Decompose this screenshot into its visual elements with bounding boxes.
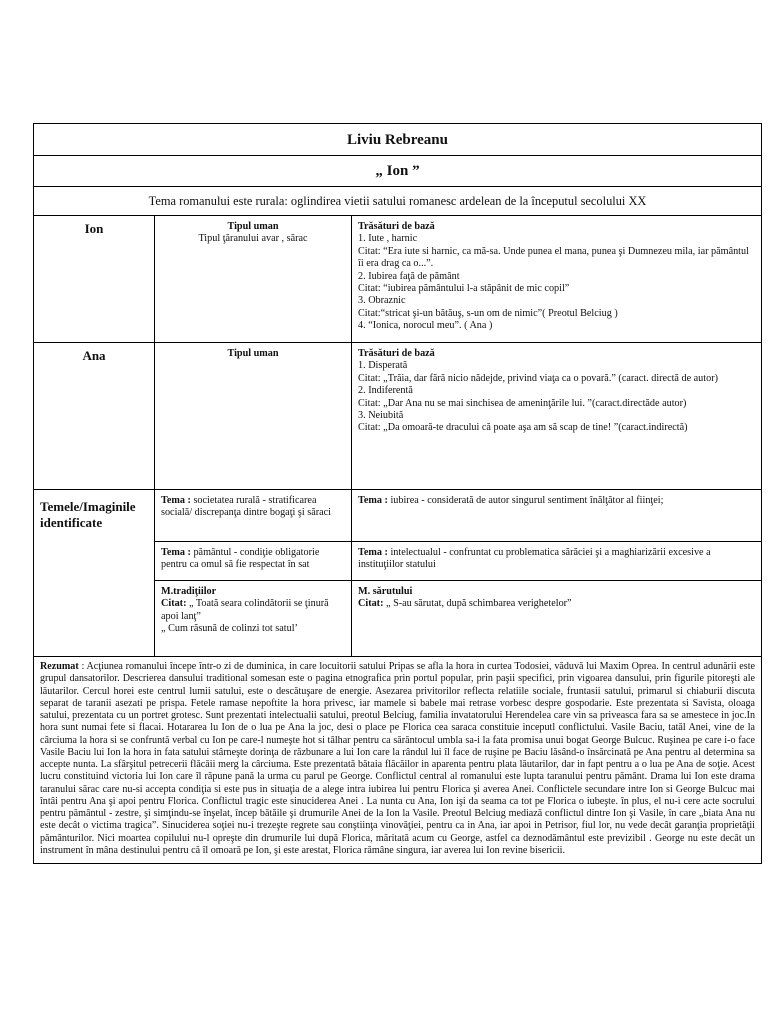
- theme-text: intelectualul - confruntat cu problematica sărăciei şi a maghiarizării excesive a instituţiilor statului: [358, 547, 711, 571]
- motif-quote: „ Toată seara colindătorii se ţinură apoi lanţ”: [161, 598, 329, 622]
- document-table: [33, 123, 762, 864]
- theme-intellectual: [352, 542, 761, 580]
- motif-kiss: [352, 581, 761, 656]
- summary-section: [34, 657, 761, 863]
- themes-row-3: [155, 581, 761, 656]
- summary-text: : Acţiunea romanului începe într-o zi de duminica, in care locuitorii satului Pripas se afla la hora in curtea Todosiei, văduvă lui Maxim Oprea. In centrul adunării este grupul dansatorilor. Descrierea dansului traditional somesan este o pagina etnografica prin portul popular, prin paşii specifici, prin vigoarea dansului, prin figurile pitoreşti ale lăutarilor. Cercul horei este centrul lumii satului, este o descătuşare de energie. Asezarea privitorilor reflecta relatiile sociale, fruntasii satului, primarul si chiaburii discuta separat de taranii asezati pe prispa. Fetele ramase nepoftite la hora privesc, iar mamele si babele mai retrase vorbesc despre gospodarie. Este prezentata si Savista, oloaga satului, prezentata cu un portret grotesc. Sunt prezentati intelectualii satului, preotul Belciug, familia invatatorului Herendelea care vin sa priveasca fara sa se amestece in joc.In hora sunt numai fete si flacai. Hotararea lu Ion de o lua pe Ana la joc, desi o place pe Florica cea saraca constituie inceputl conflictului. Vasile Baciu, tatăl Anei, vine de la cârciuma la hora si se confruntă verbal cu Ion pe care-l numeşte hot si tâlhar pentru ca sărăntocul umbla sa-i la fata promisa unui bogat George Bulcuc. Ruşinea pe care i-o face Vasile Baciu lui Ion la hora in fata satului stârneşte dorinţa de răzbunare a lui Ion care la rândul lui îl face de ruşine pe Baciu lăsând-o însărcinată pe Ana pentru al determina sa accepte nunta. La sfârşitul petrecerii flăcăii merg la cârciuma. Este prezentată bătaia flăcăilor in aparenta pentru plata lăutarilor, dar in fapt pentru a o lua pe Ana de soţie. Acest lucru constituind victoria lui Ion care îl răpune pană la urma cu parul pe George. Conflictul central al romanului este lupta taranului pentru pământ. Drama lui Ion este drama taranului sărac care nu-si accepta condiţia si este pus in situaţia de a alege intra iubirea lui pentru Florica şi averea Anei. Conflictele secundare intre Ion si George Bulcuc mai întâi pentru Ana şi apoi pentru Florica. Conflictul tragic este sinuciderea Anei . La nunta cu Ana, Ion işi da seama ca tot pe Florica o iubeşte. în plus, el nu-i cere acte socrului pentru pământul - zestre, şi simţindu-se înşelat, încep bătăile şi drumurile Anei de la Ion la Vasile. Preotul Belciug mediază conflictul dintre Ion şi Vasile, în care „biata Ana nu este decât o victima tragica”. Sinuciderea soţiei nu-i trezeşte regrete sau conştiinţa vinovăţiei, pentru ca in Ana, iar apoi in Petrisor, fiul lor, nu vede decât garanţia proprietăţii pământurilor. Nici moartea copilului nu-l opreşte din drumurile lui după Florica, măritată acum cu George, astfel ca deznodământul este previzibil . George nu este decât un instrument în mâna destinului pentru că îl omoară pe Ion, şi este arestat, Florica rămâne singura, iar averea lui Ion revine bisericii.: [40, 661, 755, 856]
- novel-theme: Tema romanului este rurala: oglindirea vietii satului romanesc ardelean de la începutul secolului XX: [148, 194, 647, 208]
- summary-label: Rezumat: [40, 661, 79, 672]
- citat-label: Citat:: [161, 598, 187, 610]
- theme-text: iubirea - considerată de autor singurul sentiment înălţător al fiinţei;: [387, 495, 664, 506]
- author-row: [34, 124, 761, 156]
- title-row: [34, 156, 761, 187]
- motif-quote: „ Cum răsună de colinzi tot satul’: [161, 623, 298, 635]
- theme-text: pământul - condiţie obligatorie pentru ca omul să fie respectat în sat: [161, 547, 320, 571]
- ion-trait-line: 2. Iubirea faţă de pământ: [358, 270, 460, 282]
- ana-trait-line: Citat: „Trăia, dar fără nicio nădejde, privind viaţa ca o povară.” (caract. directă de autor): [358, 372, 718, 384]
- theme-text: societatea rurală - stratificarea socială/ discrepanţa dintre bogaţi şi săraci: [161, 495, 332, 519]
- ana-traits-cell: [352, 343, 761, 489]
- ana-trait-line: 2. Indiferentă: [358, 385, 413, 397]
- ion-row: [34, 216, 761, 343]
- tema-label: Tema :: [358, 495, 388, 506]
- author-name: Liviu Rebreanu: [347, 132, 448, 148]
- novel-title: „ Ion ”: [375, 163, 420, 179]
- theme-row: [34, 187, 761, 216]
- themes-label: Temele/Imaginile identificate: [34, 490, 155, 656]
- ion-trait-line: Citat:“stricat şi-un bătăuş, s-un om de nimic”( Preotul Belciug ): [358, 307, 618, 319]
- motif-title: M.tradiţiilor: [161, 586, 217, 597]
- ion-traits-cell: [352, 216, 761, 342]
- theme-love: [352, 490, 761, 541]
- tema-label: Tema :: [358, 547, 388, 558]
- ion-trait-line: Citat: “Era iute si harnic, ca mă-sa. Unde punea el mana, punea şi Dumnezeu mila, iar pământul îi era drag ca o...”.: [358, 245, 749, 270]
- ion-trait-line: Citat: “iubirea pământului l-a stăpânit de mic copil”: [358, 283, 570, 295]
- ion-trait-line: 1. Iute , harnic: [358, 233, 418, 245]
- ana-type-cell: [155, 343, 352, 489]
- ana-traits-label: Trăsături de bază: [358, 348, 435, 359]
- ana-trait-line: 3. Neiubită: [358, 410, 404, 422]
- ion-type-cell: [155, 216, 352, 342]
- themes-row-2: [155, 542, 761, 581]
- ana-trait-line: Citat: „Dar Ana nu se mai sinchisea de ameninţările lui. ”(caract.directăde autor): [358, 397, 687, 409]
- themes-block: [34, 490, 761, 657]
- citat-label: Citat:: [358, 598, 384, 610]
- ana-trait-line: 1. Disperată: [358, 360, 408, 372]
- motif-title: M. sărutului: [358, 586, 413, 597]
- motif-quote: „ S-au sărutat, după schimbarea verighetelor”: [383, 598, 572, 610]
- ion-trait-line: 3. Obraznic: [358, 295, 406, 307]
- tema-label: Tema :: [161, 495, 191, 506]
- ion-type-value: Tipul ţăranului avar , sărac: [198, 233, 308, 245]
- ion-type-label: Tipul uman: [227, 221, 279, 232]
- theme-land: [155, 542, 352, 580]
- theme-rural-society: [155, 490, 352, 541]
- ion-label: Ion: [34, 216, 155, 342]
- ion-traits-label: Trăsături de bază: [358, 221, 435, 232]
- themes-row-1: [155, 490, 761, 542]
- ana-row: [34, 343, 761, 490]
- themes-grid: [155, 490, 761, 656]
- ana-trait-line: Citat: „Da omoară-te dracului că poate aşa am să scap de tine! ”(caract.indirectă): [358, 422, 688, 434]
- tema-label: Tema :: [161, 547, 191, 558]
- motif-traditions: [155, 581, 352, 656]
- ana-label: Ana: [34, 343, 155, 489]
- ion-trait-line: 4. “Ionica, norocul meu”. ( Ana ): [358, 320, 493, 332]
- ana-type-label: Tipul uman: [227, 348, 279, 359]
